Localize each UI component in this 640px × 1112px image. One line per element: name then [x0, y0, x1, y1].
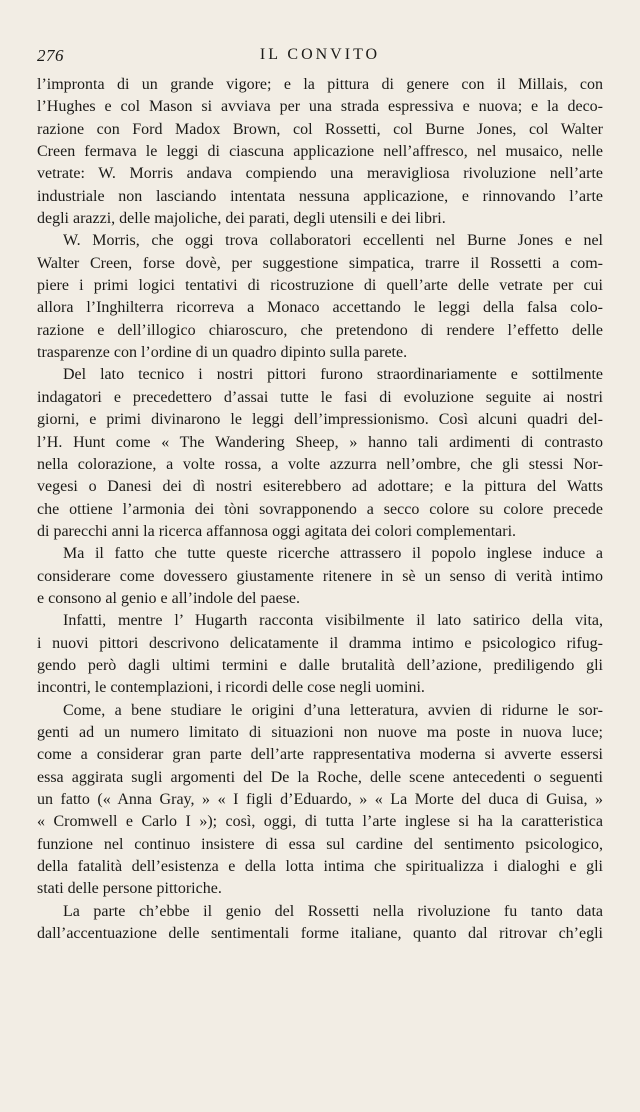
text-line: un fatto (« Anna Gray, » « I figli d’Eduardo, » « La Morte del duca di Guisa, »	[37, 791, 603, 808]
text-line: W. Morris, che oggi trova collaboratori eccellenti nel Burne Jones e nel	[63, 232, 603, 250]
text-line: essa aggirata sugli argomenti del De la Roche, delle scene antecedenti o seguenti	[37, 768, 603, 786]
page-header	[37, 46, 603, 68]
text-line: l’impronta di un grande vigore; e la pittura di genere con il Millais, con	[37, 76, 603, 93]
text-line: considerare come dovessero giustamente ritenere in sè un senso di verità intimo	[37, 567, 603, 585]
text-line: funzione nel continuo insistere di essa sul cardine del sentimento psicologico,	[37, 835, 603, 853]
text-line: Come, a bene studiare le origini d’una letteratura, avvien di ridurne le sor-	[63, 701, 603, 719]
text-line: giorni, e primi divinarono le leggi dell’impressionismo. Così alcuni quadri del-	[37, 411, 603, 429]
text-line: dall’accentuazione delle sentimentali forme italiane, quanto dal ritrovar ch’egli	[37, 925, 603, 943]
text-line: stati delle persone pittoriche.	[37, 880, 222, 898]
text-line: l’H. Hunt come « The Wandering Sheep, » hanno tali ardimenti di contrasto	[37, 433, 603, 451]
text-line: vegesi o Danesi dei dì nostri esiterebbero ad adottare; e la pittura del Watts	[37, 478, 603, 496]
text-line: razione e dell’illogico chiaroscuro, che pretendono di rendere l’effetto delle	[37, 321, 603, 339]
text-line: Infatti, mentre l’ Hugarth racconta visibilmente il lato satirico della vita,	[63, 612, 603, 630]
text-line: piere i primi logici tentativi di ricostruzione di quell’arte delle vetrate per cui	[37, 277, 603, 295]
text-line: che ottiene l’armonia dei tòni sovrapponendo a secco colore su colore precede	[37, 500, 603, 518]
body-text	[37, 74, 603, 945]
text-line: come a considerar gran parte dell’arte rappresentativa moderna si avverte essersi	[37, 746, 603, 764]
text-line: genti ad un numero limitato di situazioni non nuove ma poste in nuova luce;	[37, 723, 603, 741]
text-line: Walter Creen, forse dovè, per suggestione simpatica, trarre il Rossetti a com-	[37, 254, 603, 272]
text-line: razione con Ford Madox Brown, col Rossetti, col Burne Jones, col Walter	[37, 120, 603, 138]
text-line: indagatori e precedettero d’assai tutte le fasi di evoluzione seguite ai nostri	[37, 388, 603, 406]
text-line: vetrate: W. Morris andava compiendo una meravigliosa rivoluzione nell’arte	[37, 165, 603, 183]
page-number: 276	[37, 46, 64, 65]
text-line: industriale non lasciando intentata nessuna applicazione, e rinnovando l’arte	[37, 187, 603, 205]
text-line: Del lato tecnico i nostri pittori furono straordinariamente e sottilmente	[63, 366, 603, 384]
text-line: Ma il fatto che tutte queste ricerche attrassero il popolo inglese induce a	[63, 545, 603, 563]
text-line: nella colorazione, a volte rossa, a volte azzurra nell’ombre, che gli stessi Nor-	[37, 455, 603, 473]
text-line: della fatalità dell’esistenza e della lotta intima che spiritualizza i dialoghi e gli	[37, 858, 603, 876]
text-line: gendo però dagli ultimi termini e dalle brutalità dell’azione, prediligendo gli	[37, 656, 603, 674]
text-line: Creen fermava le leggi di ciascuna applicazione nell’affresco, nel musaico, nelle	[37, 143, 603, 161]
text-line: allora l’Inghilterra ricorreva a Monaco accettando le leggi della falsa colo-	[37, 299, 603, 317]
text-line: di parecchi anni la ricerca affannosa oggi agitata dei colori complementari.	[37, 522, 517, 540]
text-line: degli arazzi, delle majoliche, dei parati, degli utensili e dei libri.	[37, 210, 446, 228]
text-line: trasparenze con l’ordine di un quadro dipinto sulla parete.	[37, 344, 408, 362]
text-line: l’Hughes e col Mason si avviava per una strada espressiva e nuova; e la deco-	[37, 98, 603, 116]
running-title: IL CONVITO	[259, 46, 381, 63]
text-line: e consono al genio e all’indole del paese.	[37, 589, 301, 607]
text-line: i nuovi pittori descrivono delicatamente il dramma intimo e psicologico rifug-	[37, 634, 603, 652]
text-line: incontri, le contemplazioni, i ricordi delle cose negli uomini.	[37, 679, 425, 697]
text-line: « Cromwell e Carlo I »); così, oggi, di tutta l’arte inglese si ha la caratteristica	[37, 813, 603, 831]
text-line: La parte ch’ebbe il genio del Rossetti nella rivoluzione fu tanto data	[63, 902, 603, 920]
